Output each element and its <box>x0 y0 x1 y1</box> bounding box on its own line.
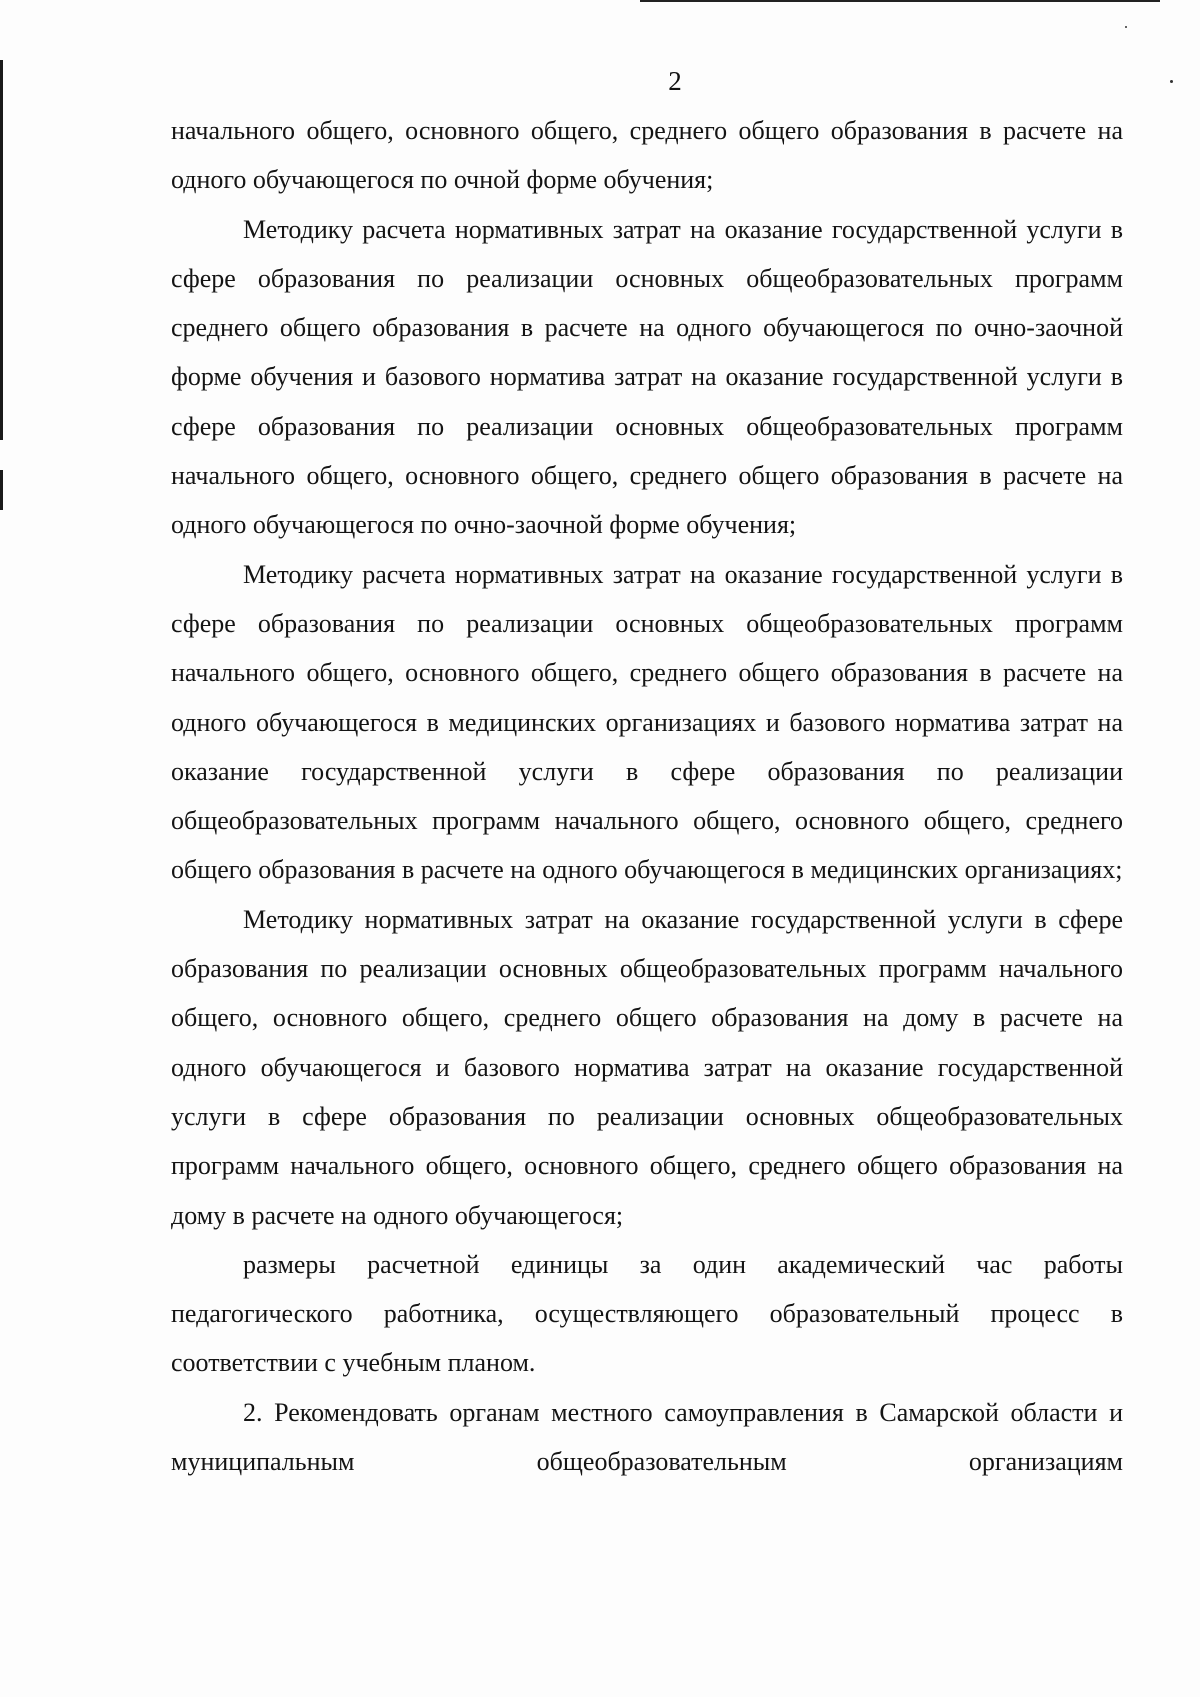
document-body <box>171 106 1123 1486</box>
paragraph-continuation: начального общего, основного общего, среднего общего образования в расчете на одного обучающегося по очной форме обучения; <box>171 116 1123 195</box>
paragraph-calculation-unit: размеры расчетной единицы за один академический час работы педагогического работника, осуществляющего образовательный процесс в соответствии с учебным планом. <box>171 1249 1123 1378</box>
scan-speck <box>1125 26 1127 28</box>
scan-artifact-top-line <box>640 0 1160 2</box>
paragraph-methodology-home: Методику нормативных затрат на оказание государственной услуги в сфере образования по реализации основных общеобразовательных программ начального общего, основного общего, среднего общего образования на дому в расчете на одного обучающегося и базового норматива затрат на оказание государственной услуги в сфере образования по реализации основных общеобразовательных программ начального общего, основного общего, среднего общего образования на дому в расчете на одного обучающегося; <box>171 904 1123 1230</box>
paragraph-methodology-medical: Методику расчета нормативных затрат на оказание государственной услуги в сфере образования по реализации основных общеобразовательных программ начального общего, основного общего, среднего общего образования в расчете на одного обучающегося в медицинских организациях и базового норматива затрат на оказание государственной услуги в сфере образования по реализации общеобразовательных программ начального общего, основного общего, среднего общего образования в расчете на одного обучающегося в медицинских организациях; <box>171 559 1123 885</box>
page-number: 2 <box>668 66 682 96</box>
paragraph-methodology-part-time: Методику расчета нормативных затрат на оказание государственной услуги в сфере образования по реализации основных общеобразовательных программ среднего общего образования в расчете на одного обучающегося по очно-заочной форме обучения и базового норматива затрат на оказание государственной услуги в сфере образования по реализации основных общеобразовательных программ начального общего, основного общего, среднего общего образования в расчете на одного обучающегося по очно-заочной форме обучения; <box>171 214 1123 540</box>
scan-artifact-left-edge <box>0 60 3 440</box>
scan-artifact-left-mark <box>0 470 3 510</box>
paragraph-recommendation: 2. Рекомендовать органам местного самоуправления в Самарской области и муниципальным общеобразовательным организациям <box>171 1397 1123 1477</box>
